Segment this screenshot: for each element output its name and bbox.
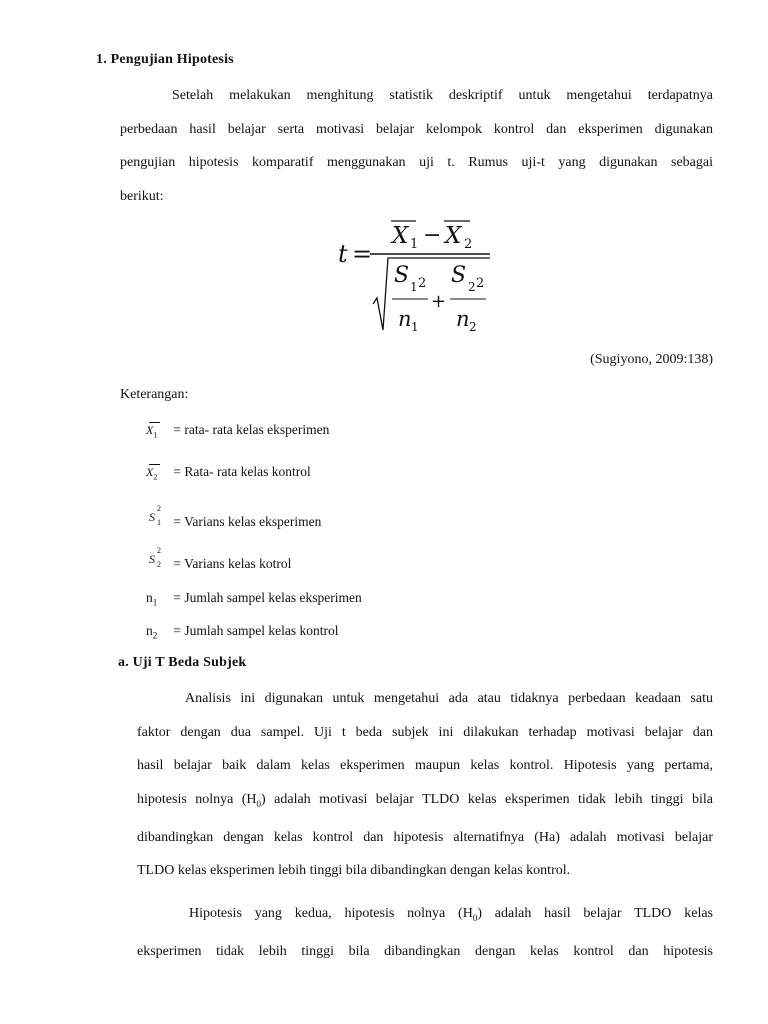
formula-s2-sup: 2	[476, 276, 485, 291]
legend-row-x1	[146, 422, 329, 448]
legend-row-s1	[146, 506, 321, 532]
para-a-line-3: hasil belajar baik dalam kelas eksperimen maupun kelas kontrol. Hipotesis yang pertama,	[137, 758, 713, 773]
n1-symbol: $n_1$	[146, 590, 158, 608]
para-b-line-1: Hipotesis yang kedua, hipotesis nolnya $(H_0)$ adalah hasil belajar TLDO kelas	[189, 906, 713, 923]
legend-row-n2	[146, 623, 338, 649]
legend-text: = rata- rata kelas eksperimen	[173, 422, 330, 437]
intro-line-4: berikut:	[120, 188, 164, 204]
formula-n2: n	[456, 307, 470, 331]
formula-s1: S	[394, 263, 410, 288]
paragraph-a	[137, 682, 713, 888]
formula-x2: X	[445, 223, 462, 249]
legend-row-x2	[146, 464, 311, 490]
x1-symbol: $X_1$	[146, 423, 170, 439]
keterangan-label: Keterangan:	[120, 387, 189, 402]
intro-paragraph	[120, 79, 713, 213]
formula-x1: X	[392, 223, 409, 249]
legend-text: = Rata- rata kelas kontrol	[173, 464, 311, 479]
legend-text: = Jumlah sampel kelas eksperimen	[173, 590, 362, 605]
x2-symbol: $X_2$	[146, 465, 170, 481]
legend-text: = Varians kelas eksperimen	[173, 514, 322, 529]
formula-s1-sup: 2	[418, 276, 427, 291]
formula-x2-sub: 2	[464, 237, 473, 252]
formula-s2-sub: 2	[468, 280, 476, 294]
intro-line-1: Setelah melakukan menghitung statistik deskriptif untuk mengetahui terdapatnya	[172, 88, 713, 103]
para-b-line-2: eksperimen tidak lebih tinggi bila dibandingkan dengan kelas kontrol dan hipotesis	[137, 944, 713, 960]
formula-n1-sub: 1	[411, 320, 419, 334]
para-a-line-2: faktor dengan dua sampel. Uji t beda subjek ini dilakukan terhadap motivasi belajar dan	[137, 724, 713, 740]
s1-squared-symbol: S 2 1	[149, 504, 161, 527]
formula-n1: n	[398, 307, 412, 331]
formula-x1-sub: 1	[410, 237, 419, 252]
n2-symbol: $n_2$	[146, 623, 158, 641]
para-a-line-1: Analisis ini digunakan untuk mengetahui ada atau tidaknya perbedaan keadaan satu	[185, 691, 713, 706]
formula-minus: −	[423, 223, 442, 248]
legend-row-n1	[146, 590, 362, 616]
para-a-line-6: TLDO kelas eksperimen lebih tinggi bila dibandingkan dengan kelas kontrol.	[137, 863, 571, 879]
formula-s1-sub: 1	[410, 280, 418, 294]
para-a-line-4: hipotesis nolnya $(H_0)$ adalah motivasi belajar TLDO kelas eksperimen tidak lebih tinggi bila	[137, 791, 714, 809]
subsection-heading: a. Uji T Beda Subjek	[118, 655, 247, 670]
formula-lhs: t	[338, 240, 348, 268]
formula-equals: =	[352, 240, 373, 268]
para-a-line-5: dibandingkan dengan kelas kontrol dan hipotesis alternatifnya (Ha) adalah motivasi belajar	[137, 829, 713, 845]
legend-text: = Jumlah sampel kelas kontrol	[173, 623, 339, 638]
s2-squared-symbol: S 2 2	[149, 546, 161, 569]
legend-row-s2	[146, 548, 291, 574]
paragraph-b	[137, 897, 713, 969]
section-heading: 1. Pengujian Hipotesis	[96, 52, 234, 67]
t-test-formula	[330, 212, 510, 342]
formula-plus: +	[431, 291, 447, 312]
legend-text: = Varians kelas kotrol	[173, 556, 292, 571]
formula-s2: S	[451, 263, 467, 288]
intro-line-3: pengujian hipotesis komparatif menggunakan uji t. Rumus uji-t yang digunakan sebagai	[120, 155, 713, 170]
citation: (Sugiyono, 2009:138)	[590, 352, 713, 367]
formula-n2-sub: 2	[469, 320, 477, 334]
intro-line-2: perbedaan hasil belajar serta motivasi belajar kelompok kontrol dan eksperimen digunakan	[120, 121, 713, 137]
